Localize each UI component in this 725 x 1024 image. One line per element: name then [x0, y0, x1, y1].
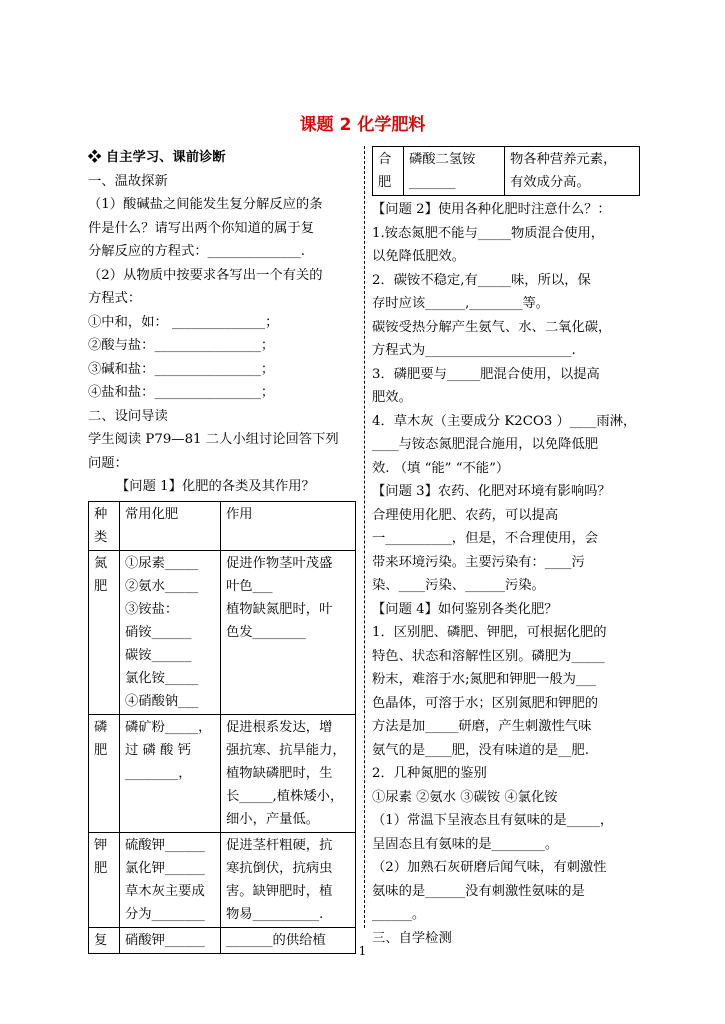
text-line: ______。	[372, 907, 426, 922]
text-line: 色晶体，可溶于水；区别氮肥和钾肥的	[372, 695, 599, 711]
right-column	[372, 146, 640, 950]
equation-item: ②酸与盐：________________；	[88, 338, 275, 353]
equation-item: ①中和，如： ______________；	[88, 314, 279, 330]
text-line: 方法是加_____研磨，产生刺激性气味	[372, 719, 592, 734]
text-line: 氨气的是____肥，没有味道的是__肥.	[372, 742, 589, 758]
row-effect: 物各种营养元素， 有效成分高。	[505, 147, 640, 196]
text-line: （2）加熟石灰研磨后闻气味，有刺激性	[372, 860, 607, 875]
question-line: （1）酸碱盐之间能发生复分解反应的条	[88, 197, 323, 212]
text-line: 1．区别肥、磷肥、钾肥，可根据化肥的	[372, 625, 607, 640]
row-effect: 促进根系发达，增 强抗寒、抗旱能力， 植物缺磷肥时，生 长_____,植株矮小， 细小，产量低。	[221, 714, 356, 832]
text-line: 以免降低肥效。	[372, 249, 466, 264]
row-kind: 复	[89, 927, 120, 953]
text-line: 一__________，但是，不合理使用，会	[372, 531, 599, 546]
row-effect: _______的供给植	[221, 927, 356, 953]
problem-heading: 【问题 4】如何鉴别各类化肥？	[372, 601, 558, 617]
text-line: 2．碳铵不稳定,有_____味，所以，保	[372, 272, 591, 288]
question-line: 分解反应的方程式：______________.	[88, 244, 305, 259]
header-effect: 作用	[221, 501, 356, 550]
table-row	[89, 714, 356, 832]
subsection-heading: 二、设问导读	[88, 408, 168, 424]
subsection-heading: 一、温故探新	[88, 173, 168, 189]
text-line: 4．草木灰（主要成分 K2CO3 ）____雨淋，	[372, 413, 637, 429]
text-line: 染、____污染、______污染。	[372, 578, 545, 593]
page-title: 课题 2 化学肥料	[299, 115, 426, 135]
reading-line: 问题：	[88, 455, 128, 471]
question-line: 方程式：	[88, 291, 142, 306]
reading-line: 学生阅读 P79—81 二人小组讨论回答下列	[88, 432, 339, 447]
text-line: ____与铵态氮肥混合施用，以免降低肥	[372, 437, 599, 452]
table-row	[373, 147, 640, 196]
page-number: 1	[358, 944, 367, 958]
text-line: 特色、状态和溶解性区别。磷肥为_____	[372, 648, 605, 664]
question-line: 件是什么？请写出两个你知道的属于复	[88, 220, 315, 236]
text-line: 效. （填 “能” “不能”）	[372, 460, 510, 476]
row-fertilizer: ①尿素_____ ②氨水_____ ③铵盐： 硝铵______ 碳铵______ 氯化铵_____ ④硝酸钠___	[120, 550, 221, 714]
text-line: 3．磷肥要与_____肥混合使用，以提高	[372, 366, 600, 382]
text-line: 呈固态且有氨味的是________。	[372, 836, 559, 852]
fertilizer-table-continued	[372, 146, 640, 196]
problem-heading: 【问题 2】使用各种化肥时注意什么？：	[372, 202, 611, 217]
column-divider	[364, 146, 365, 928]
equation-item: ④盐和盐：________________；	[88, 385, 275, 400]
text-line: 2．几种氮肥的鉴别	[372, 766, 487, 781]
row-fertilizer: 磷酸二氢铵 _______	[404, 147, 505, 196]
section-heading: ❖ 自主学习、课前诊断	[88, 150, 226, 165]
text-line: 肥效。	[372, 390, 412, 405]
row-fertilizer: 磷矿粉_____， 过 磷 酸 钙 ________，	[120, 714, 221, 832]
text-line: ①尿素 ②氨水 ③碳铵 ④氯化铵	[372, 789, 558, 805]
text-line: 氨味的是______没有刺激性氨味的是	[372, 883, 585, 899]
row-kind: 磷肥	[89, 714, 120, 832]
text-line: 存时应该______,________等。	[372, 296, 550, 311]
text-line: 方程式为______________________.	[372, 343, 576, 358]
row-fertilizer: 硫酸钾______ 氯化钾______ 草木灰主要成 分为________	[120, 832, 221, 927]
table-header-row	[89, 501, 356, 550]
text-line: 带来环境污染。主要污染有：____污	[372, 554, 585, 570]
fertilizer-table	[88, 501, 356, 954]
row-fertilizer: 硝酸钾______	[120, 927, 221, 953]
row-kind: 合肥	[373, 147, 404, 196]
left-column	[88, 146, 356, 954]
problem-heading: 【问题 3】农药、化肥对环境有影响吗？	[372, 484, 611, 499]
row-effect: 促进茎杆粗硬，抗 寒抗倒伏，抗病虫 害。缺钾肥时，植 物易__________.	[221, 832, 356, 927]
question-line: （2）从物质中按要求各写出一个有关的	[88, 267, 323, 283]
row-kind: 钾肥	[89, 832, 120, 927]
text-line: 合理使用化肥、农药，可以提高	[372, 507, 559, 523]
problem-heading: 【问题 1】化肥的各类及其作用？	[116, 479, 315, 494]
row-kind: 氮肥	[89, 550, 120, 714]
text-line: 粉末，难溶于水;氮肥和钾肥一般为___	[372, 672, 596, 687]
equation-item: ③碱和盐：________________；	[88, 361, 275, 377]
header-kind: 种类	[89, 501, 120, 550]
text-line: 碳铵受热分解产生氨气、水、二氧化碳，	[372, 319, 612, 335]
subsection-heading: 三、自学检测	[372, 930, 452, 946]
header-fertilizer: 常用化肥	[120, 501, 221, 550]
text-line: 1.铵态氮肥不能与_____物质混合使用，	[372, 225, 605, 241]
row-effect: 促进作物茎叶茂盛 叶色___ 植物缺氮肥时，叶 色发________	[221, 550, 356, 714]
text-line: （1）常温下呈液态且有氨味的是_____，	[372, 813, 614, 828]
table-row	[89, 832, 356, 927]
table-row	[89, 550, 356, 714]
